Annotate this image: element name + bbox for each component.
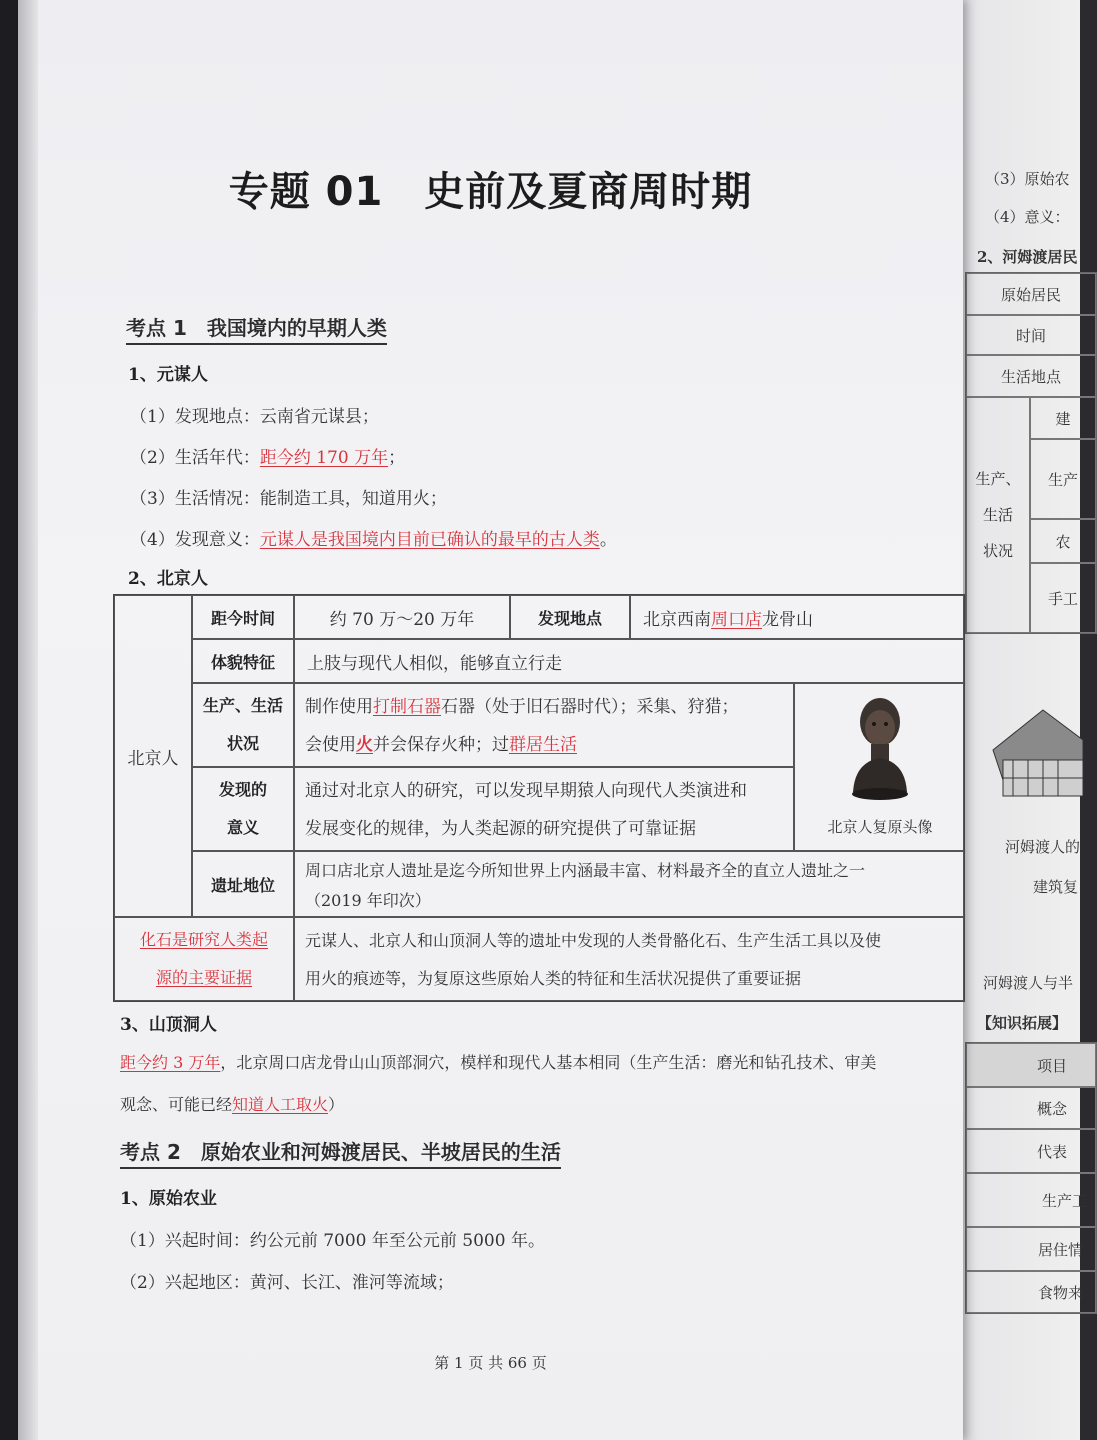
- beijing-man-bust-image: [845, 692, 915, 802]
- table-row-label: 北京人: [114, 595, 192, 917]
- text-line: （1）发现地点：云南省元谋县；: [130, 407, 379, 427]
- text-line: （3）生活情况：能制造工具，知道用火；: [130, 489, 447, 509]
- back-caption-1: 河姆渡人的: [1005, 838, 1081, 856]
- key-point: 元谋人是我国境内目前已确认的最早的古人类: [259, 530, 600, 550]
- back-side-label: 生产、 生活 状况: [966, 397, 1030, 633]
- key-point: 群居生活: [509, 735, 577, 755]
- key-point: 火: [356, 735, 373, 755]
- subheading-agriculture: 1、原始农业: [120, 1189, 217, 1209]
- back-cell: 食物来: [966, 1271, 1096, 1313]
- back-caption-2: 建筑复: [1033, 878, 1079, 896]
- table-header: 发现地点: [510, 595, 630, 639]
- section-heading-1: 考点 1 我国境内的早期人类: [126, 312, 387, 345]
- text-line: （4）发现意义：元谋人是我国境内目前已确认的最早的古人类。: [130, 530, 617, 550]
- section-heading-2: 考点 2 原始农业和河姆渡居民、半坡居民的生活: [120, 1136, 561, 1169]
- table-header: 体貌特征: [192, 639, 294, 683]
- page-number: 第 1 页 共 66 页: [434, 1354, 547, 1372]
- table-header: 发现的 意义: [192, 767, 294, 851]
- back-line-3: 河姆渡人与半: [983, 974, 1074, 992]
- back-cell: 代表: [966, 1129, 1096, 1173]
- back-extension-table: [965, 1042, 1097, 1314]
- document-page: [18, 0, 963, 1440]
- key-point: 打制石器: [373, 697, 441, 717]
- table-header: 距今时间: [192, 595, 294, 639]
- text-line: 距今约 3 万年，北京周口店龙骨山山顶部洞穴，模样和现代人基本相同（生产生活：磨光和钻孔技术、审美: [120, 1053, 877, 1072]
- subheading-shanding: 3、山顶洞人: [120, 1015, 217, 1035]
- table-cell: 制作使用打制石器石器（处于旧石器时代）；采集、狩猎； 会使用火并会保存火种；过群居生活: [294, 683, 794, 767]
- text-line: 观念、可能已经知道人工取火）: [120, 1095, 345, 1114]
- back-cell: 农: [1030, 519, 1096, 563]
- portrait-cell: [794, 683, 964, 851]
- table-cell: 上肢与现代人相似，能够直立行走: [294, 639, 964, 683]
- back-table: [965, 272, 1097, 634]
- key-point: 距今约 170 万年: [259, 448, 389, 468]
- text-line: （1）兴起时间：约公元前 7000 年至公元前 5000 年。: [120, 1231, 545, 1251]
- text-line: （2）生活年代：距今约 170 万年；: [130, 448, 406, 468]
- portrait-caption: 北京人复原头像: [827, 818, 933, 836]
- table-cell: 通过对北京人的研究，可以发现早期猿人向现代人类演进和 发展变化的规律，为人类起源的研究提供了可靠证据: [294, 767, 794, 851]
- text-line: （2）兴起地区：黄河、长江、淮河等流域；: [120, 1273, 454, 1293]
- back-cell: 建: [1030, 397, 1096, 439]
- table-cell: 周口店北京人遗址是迄今所知世界上内涵最丰富、材料最齐全的直立人遗址之一 （2019 年印次）: [294, 851, 964, 917]
- back-line-2: （4）意义：: [985, 208, 1070, 226]
- table-cell: 元谋人、北京人和山顶洞人等的遗址中发现的人类骨骼化石、生产生活工具以及使 用火的痕迹等，为复原这些原始人类的特征和生活状况提供了重要证据: [294, 917, 964, 1001]
- table-header: 遗址地位: [192, 851, 294, 917]
- back-cell: 时间: [966, 315, 1096, 355]
- table-header: 生产、生活 状况: [192, 683, 294, 767]
- back-cell: 项目: [966, 1043, 1096, 1087]
- back-cell: 生产: [1030, 439, 1096, 519]
- subheading-beijing: 2、北京人: [128, 569, 208, 589]
- adjacent-page: [955, 0, 1087, 1440]
- fossil-label: 化石是研究人类起 源的主要证据: [114, 917, 294, 1001]
- table-cell: 北京西南 周口店 龙骨山: [630, 595, 964, 639]
- key-point: 周口店: [711, 609, 762, 630]
- back-cell: 生产工: [966, 1173, 1096, 1227]
- back-heading: 2、河姆渡居民: [977, 248, 1078, 266]
- back-cell: 概念: [966, 1087, 1096, 1129]
- subheading-yuanmou: 1、元谋人: [128, 365, 208, 385]
- back-cell: 手工: [1030, 563, 1096, 633]
- page-title: 专题 01 史前及夏商周时期: [228, 169, 753, 215]
- stilt-house-illustration: [983, 700, 1083, 810]
- table-cell: 约 70 万～20 万年: [294, 595, 510, 639]
- key-point: 距今约 3 万年: [120, 1053, 221, 1072]
- back-cell: 原始居民: [966, 273, 1096, 315]
- back-line-1: （3）原始农: [985, 170, 1070, 188]
- back-cell: 生活地点: [966, 355, 1096, 397]
- key-point: 知道人工取火: [232, 1095, 329, 1114]
- back-cell: 居住情: [966, 1227, 1096, 1271]
- back-extension-heading: 【知识拓展】: [977, 1014, 1068, 1032]
- beijing-man-table: [113, 594, 965, 1002]
